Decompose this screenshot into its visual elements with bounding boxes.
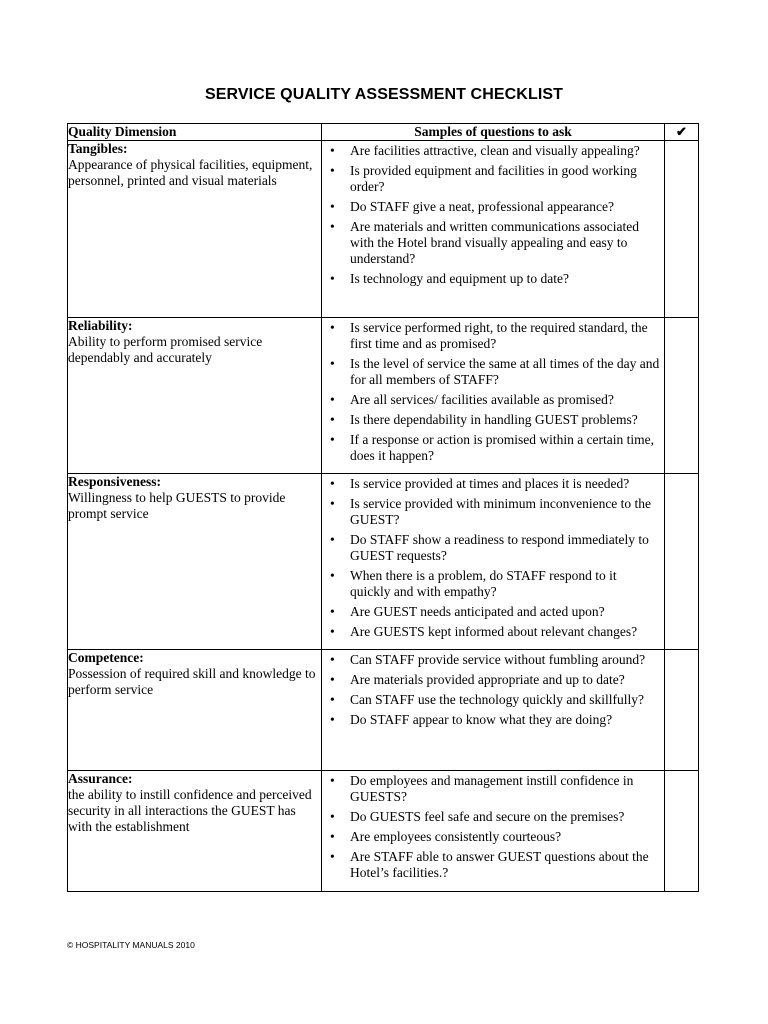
bullet-icon: •	[330, 692, 335, 707]
table-row	[68, 650, 699, 771]
questions-cell	[322, 474, 665, 650]
dimension-description: Ability to perform promised service dependably and accurately	[68, 334, 263, 365]
quality-dimension-cell	[68, 650, 322, 771]
question-text: Do GUESTS feel safe and secure on the premises?	[350, 809, 625, 824]
list-item	[322, 320, 660, 352]
bullet-icon: •	[330, 672, 335, 687]
list-item	[322, 163, 660, 195]
dimension-description: Appearance of physical facilities, equipment, personnel, printed and visual materials	[68, 157, 313, 188]
questions-cell	[322, 141, 665, 318]
questions-cell	[322, 650, 665, 771]
list-item	[322, 532, 660, 564]
table-header-row	[68, 124, 699, 141]
question-text: Is there dependability in handling GUEST problems?	[350, 412, 638, 427]
list-item	[322, 219, 660, 267]
questions-list	[322, 318, 664, 468]
list-item	[322, 143, 660, 159]
list-item	[322, 199, 660, 215]
question-text: Do STAFF appear to know what they are doing?	[350, 712, 613, 727]
bullet-icon: •	[330, 712, 335, 727]
dimension-description: the ability to instill confidence and perceived security in all interactions the GUEST has with the establishment	[68, 787, 312, 834]
header-sample-questions: Samples of questions to ask	[322, 124, 665, 141]
bullet-icon: •	[330, 568, 335, 583]
bullet-icon: •	[330, 392, 335, 407]
quality-dimension-cell	[68, 771, 322, 892]
list-item	[322, 271, 660, 287]
bullet-icon: •	[330, 624, 335, 639]
bullet-icon: •	[330, 163, 335, 178]
dimension-description: Willingness to help GUESTS to provide prompt service	[68, 490, 286, 521]
list-item	[322, 604, 660, 620]
dimension-name: Competence:	[68, 650, 144, 665]
question-text: Are employees consistently courteous?	[350, 829, 562, 844]
list-item	[322, 412, 660, 428]
questions-list	[322, 141, 664, 291]
questions-list	[322, 474, 664, 644]
bullet-icon: •	[330, 532, 335, 547]
checklist-table	[67, 123, 699, 892]
question-text: If a response or action is promised within a certain time, does it happen?	[350, 432, 655, 463]
question-text: Are all services/ facilities available as promised?	[350, 392, 614, 407]
list-item	[322, 829, 660, 845]
quality-dimension-cell	[68, 318, 322, 474]
question-text: Are facilities attractive, clean and visually appealing?	[350, 143, 640, 158]
list-item	[322, 773, 660, 805]
question-text: Is service provided at times and places it is needed?	[350, 476, 630, 491]
list-item	[322, 624, 660, 640]
question-text: Are GUESTS kept informed about relevant changes?	[350, 624, 638, 639]
document-title: SERVICE QUALITY ASSESSMENT CHECKLIST	[204, 86, 564, 103]
list-item	[322, 356, 660, 388]
quality-dimension-cell	[68, 141, 322, 318]
bullet-icon: •	[330, 412, 335, 427]
bullet-icon: •	[330, 320, 335, 335]
question-text: Do STAFF give a neat, professional appearance?	[350, 199, 614, 214]
list-item	[322, 672, 660, 688]
questions-cell	[322, 318, 665, 474]
question-text: Can STAFF provide service without fumbling around?	[350, 652, 646, 667]
dimension-name: Responsiveness:	[68, 474, 162, 489]
checkbox-cell[interactable]	[665, 771, 699, 892]
dimension-description: Possession of required skill and knowledge to perform service	[68, 666, 316, 697]
checkbox-cell[interactable]	[665, 474, 699, 650]
bullet-icon: •	[330, 356, 335, 371]
question-text: Can STAFF use the technology quickly and skillfully?	[350, 692, 645, 707]
list-item	[322, 568, 660, 600]
list-item	[322, 496, 660, 528]
table-row	[68, 474, 699, 650]
list-item	[322, 692, 660, 708]
list-item	[322, 712, 660, 728]
list-item	[322, 849, 660, 881]
question-text: When there is a problem, do STAFF respond to it quickly and with empathy?	[350, 568, 617, 599]
list-item	[322, 392, 660, 408]
checkbox-cell[interactable]	[665, 650, 699, 771]
bullet-icon: •	[330, 849, 335, 864]
questions-list	[322, 650, 664, 732]
question-text: Is provided equipment and facilities in good working order?	[350, 163, 637, 194]
bullet-icon: •	[330, 652, 335, 667]
table-row	[68, 318, 699, 474]
question-text: Are materials provided appropriate and up to date?	[350, 672, 625, 687]
check-icon: ✔	[676, 124, 687, 139]
question-text: Is service provided with minimum inconvenience to the GUEST?	[350, 496, 652, 527]
bullet-icon: •	[330, 271, 335, 286]
questions-list	[322, 771, 664, 885]
bullet-icon: •	[330, 476, 335, 491]
checkbox-cell[interactable]	[665, 141, 699, 318]
dimension-name: Reliability:	[68, 318, 133, 333]
bullet-icon: •	[330, 829, 335, 844]
header-quality-dimension: Quality Dimension	[68, 124, 322, 141]
question-text: Are STAFF able to answer GUEST questions about the Hotel’s facilities.?	[350, 849, 649, 880]
list-item	[322, 476, 660, 492]
list-item	[322, 652, 660, 668]
table-row	[68, 771, 699, 892]
question-text: Is the level of service the same at all times of the day and for all members of STAFF?	[350, 356, 660, 387]
list-item	[322, 809, 660, 825]
question-text: Do STAFF show a readiness to respond immediately to GUEST requests?	[350, 532, 649, 563]
checkbox-cell[interactable]	[665, 318, 699, 474]
question-text: Are materials and written communications associated with the Hotel brand visually appealing and easy to understand?	[350, 219, 640, 266]
table-row	[68, 141, 699, 318]
bullet-icon: •	[330, 143, 335, 158]
question-text: Is service performed right, to the required standard, the first time and as promised?	[350, 320, 648, 351]
question-text: Is technology and equipment up to date?	[350, 271, 569, 286]
list-item	[322, 432, 660, 464]
bullet-icon: •	[330, 604, 335, 619]
bullet-icon: •	[330, 496, 335, 511]
bullet-icon: •	[330, 773, 335, 788]
dimension-name: Assurance:	[68, 771, 133, 786]
copyright-footer: © HOSPITALITY MANUALS 2010	[67, 940, 195, 950]
bullet-icon: •	[330, 219, 335, 234]
bullet-icon: •	[330, 432, 335, 447]
quality-dimension-cell	[68, 474, 322, 650]
dimension-name: Tangibles:	[68, 141, 128, 156]
questions-cell	[322, 771, 665, 892]
bullet-icon: •	[330, 809, 335, 824]
question-text: Are GUEST needs anticipated and acted upon?	[350, 604, 605, 619]
question-text: Do employees and management instill confidence in GUESTS?	[350, 773, 634, 804]
bullet-icon: •	[330, 199, 335, 214]
